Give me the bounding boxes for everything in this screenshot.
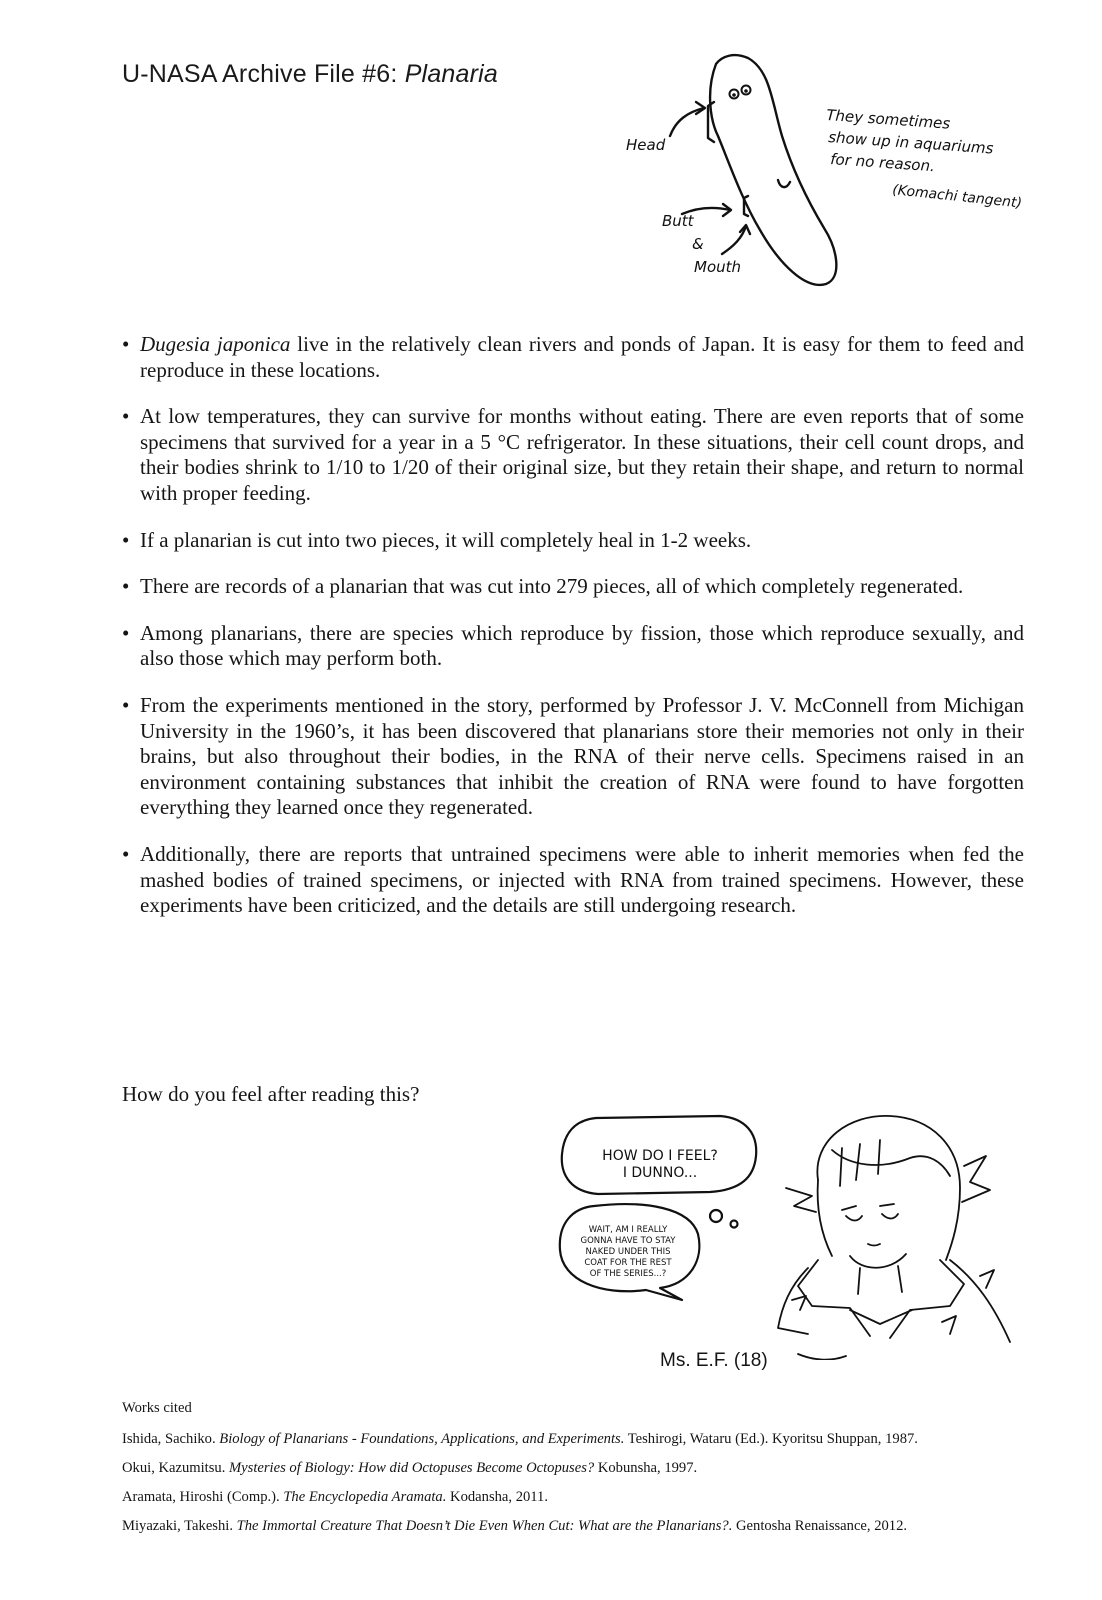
bubble-2-line-4: COAT FOR THE REST bbox=[584, 1258, 672, 1268]
citation-item bbox=[122, 1431, 1022, 1448]
amp-label: & bbox=[692, 235, 704, 253]
planarian-diagram bbox=[610, 50, 1040, 300]
thought-dot-small bbox=[731, 1221, 738, 1228]
fact-item bbox=[122, 332, 1024, 383]
bubble-2-line-3: NAKED UNDER THIS bbox=[585, 1247, 671, 1257]
fact-item bbox=[122, 842, 1024, 919]
species-name: Dugesia japonica bbox=[140, 332, 291, 356]
fact-text: From the experiments mentioned in the story, performed by Professor J. V. McConnell from Michigan University in the 1960’s, it has been discovered that planarians store their memories not only in their brains, but also throughout their bodies, in the RNA of their nerve cells. Specimens raised in an environment containing substances that inhibit the creation of RNA were found to have forgotten everything they learned once they regenerated. bbox=[140, 692, 1024, 820]
fact-text: There are records of a planarian that was cut into 279 pieces, all of which completely regenerated. bbox=[140, 574, 964, 599]
citation-author: Ishida, Sachiko. bbox=[122, 1431, 220, 1447]
pharynx-mark bbox=[778, 180, 790, 187]
bubble-1-line-1: HOW DO I FEEL? bbox=[602, 1148, 718, 1164]
title-subject: Planaria bbox=[404, 60, 499, 88]
works-cited-heading: Works cited bbox=[122, 1400, 192, 1416]
fact-item bbox=[122, 693, 1024, 821]
thought-dot-large bbox=[710, 1210, 722, 1222]
citation-item bbox=[122, 1518, 1022, 1535]
citation-publisher: Gentosha Renaissance, 2012. bbox=[732, 1518, 908, 1534]
citation-list bbox=[122, 1431, 1022, 1535]
fact-text: At low temperatures, they can survive for months without eating. There are even reports that of some specimens that survived for a year in a 5 °C refrigerator. In these situations, their cell count drops, and their bodies shrink to 1/10 to 1/20 of their original size, but they retain their shape, and return to normal with proper feeding. bbox=[140, 404, 1024, 505]
fact-item bbox=[122, 528, 1024, 554]
fact-text: If a planarian is cut into two pieces, it will completely heal in 1-2 weeks. bbox=[140, 527, 752, 552]
note-line-1: They sometimes bbox=[825, 106, 951, 133]
works-cited bbox=[122, 1400, 1022, 1547]
note-line-2: show up in aquariums bbox=[827, 128, 995, 158]
citation-title: The Encyclopedia Aramata. bbox=[283, 1489, 447, 1505]
head-label: Head bbox=[626, 136, 666, 154]
citation-author: Okui, Kazumitsu. bbox=[122, 1460, 230, 1476]
planarian-body-outline bbox=[710, 55, 836, 285]
citation-publisher: Teshirogi, Wataru (Ed.). Kyoritsu Shuppan, 1987. bbox=[624, 1431, 918, 1447]
citation-title: The Immortal Creature That Doesn’t Die Even When Cut: What are the Planarians?. bbox=[236, 1518, 733, 1534]
page-title bbox=[122, 60, 498, 89]
fact-item bbox=[122, 621, 1024, 672]
citation-title: Biology of Planarians - Foundations, Applications, and Experiments. bbox=[219, 1431, 625, 1447]
citation-publisher: Kobunsha, 1997. bbox=[594, 1460, 698, 1476]
citation-item bbox=[122, 1460, 1022, 1477]
fact-text: Additionally, there are reports that untrained specimens were able to inherit memories when fed the mashed bodies of trained specimens, or injected with RNA from trained specimens. However, these experiments have been criticized, and the details are still undergoing research. bbox=[140, 841, 1024, 918]
butt-label: Butt bbox=[662, 212, 694, 230]
citation-item bbox=[122, 1489, 1022, 1506]
bubble-1-line-2: I DUNNO... bbox=[622, 1165, 698, 1181]
note-line-3: for no reason. bbox=[829, 150, 936, 176]
fact-item bbox=[122, 574, 1024, 600]
comic-illustration bbox=[550, 1110, 1020, 1360]
bubble-2-line-2: GONNA HAVE TO STAY bbox=[580, 1236, 676, 1246]
title-prefix: U-NASA Archive File #6: bbox=[122, 60, 405, 88]
citation-title: Mysteries of Biology: How did Octopuses Become Octopuses? bbox=[229, 1460, 595, 1476]
fact-text: live in the relatively clean rivers and ponds of Japan. It is easy for them to feed and reproduce in these locations. bbox=[140, 332, 1024, 382]
reader-question: How do you feel after reading this? bbox=[122, 1082, 420, 1106]
character-sketch bbox=[778, 1116, 1010, 1360]
citation-author: Aramata, Hiroshi (Comp.). bbox=[122, 1489, 284, 1505]
tangent-note: (Komachi tangent) bbox=[891, 182, 1023, 212]
fact-text: Among planarians, there are species which reproduce by fission, those which reproduce sexually, and also those which may perform both. bbox=[140, 620, 1024, 671]
bubble-2-line-1: WAIT, AM I REALLY bbox=[588, 1225, 668, 1235]
bubble-2-line-5: OF THE SERIES...? bbox=[589, 1269, 667, 1279]
fact-list bbox=[122, 332, 1024, 940]
citation-publisher: Kodansha, 2011. bbox=[446, 1489, 548, 1505]
mouth-label: Mouth bbox=[694, 258, 742, 276]
character-caption: Ms. E.F. (18) bbox=[660, 1350, 768, 1371]
fact-item bbox=[122, 404, 1024, 506]
citation-author: Miyazaki, Takeshi. bbox=[122, 1518, 237, 1534]
